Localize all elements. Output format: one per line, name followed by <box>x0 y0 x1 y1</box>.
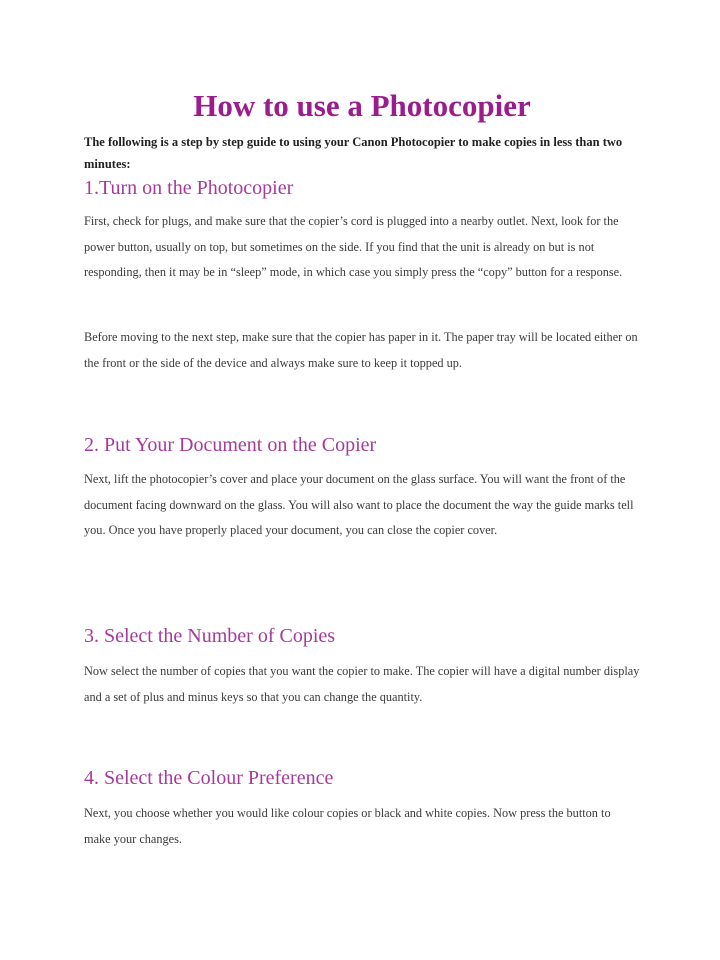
section-heading-turn-on: 1.Turn on the Photocopier <box>84 177 294 199</box>
section-paragraph: Now select the number of copies that you want the copier to make. The copier will have a digital number display and a set of plus and minus keys so that you can change the quantity. <box>84 664 640 704</box>
section-heading-colour-preference: 4. Select the Colour Preference <box>84 767 334 789</box>
intro-text: The following is a step by step guide to using your Canon Photocopier to make copies in less than two minutes: <box>84 135 623 171</box>
section-heading-put-document: 2. Put Your Document on the Copier <box>84 434 377 456</box>
page-title: How to use a Photocopier <box>193 88 531 123</box>
section-paragraph: Next, you choose whether you would like colour copies or black and white copies. Now press the button to make your changes. <box>84 806 611 846</box>
section-paragraph: Next, lift the photocopier’s cover and place your document on the glass surface. You will want the front of the document facing downward on the glass. You will also want to place the document the way the guide marks tell you. Once you have properly placed your document, you can close the copier cover. <box>84 472 634 537</box>
section-paragraph: Before moving to the next step, make sure that the copier has paper in it. The paper tray will be located either on the front or the side of the device and always make sure to keep it topped up. <box>84 330 638 370</box>
section-heading-number-of-copies: 3. Select the Number of Copies <box>84 625 336 647</box>
section-paragraph: First, check for plugs, and make sure that the copier’s cord is plugged into a nearby outlet. Next, look for the power button, usually on top, but sometimes on the side. If you find that the unit is already on but is not responding, then it may be in “sleep” mode, in which case you simply press the “copy” button for a response. <box>84 214 623 279</box>
